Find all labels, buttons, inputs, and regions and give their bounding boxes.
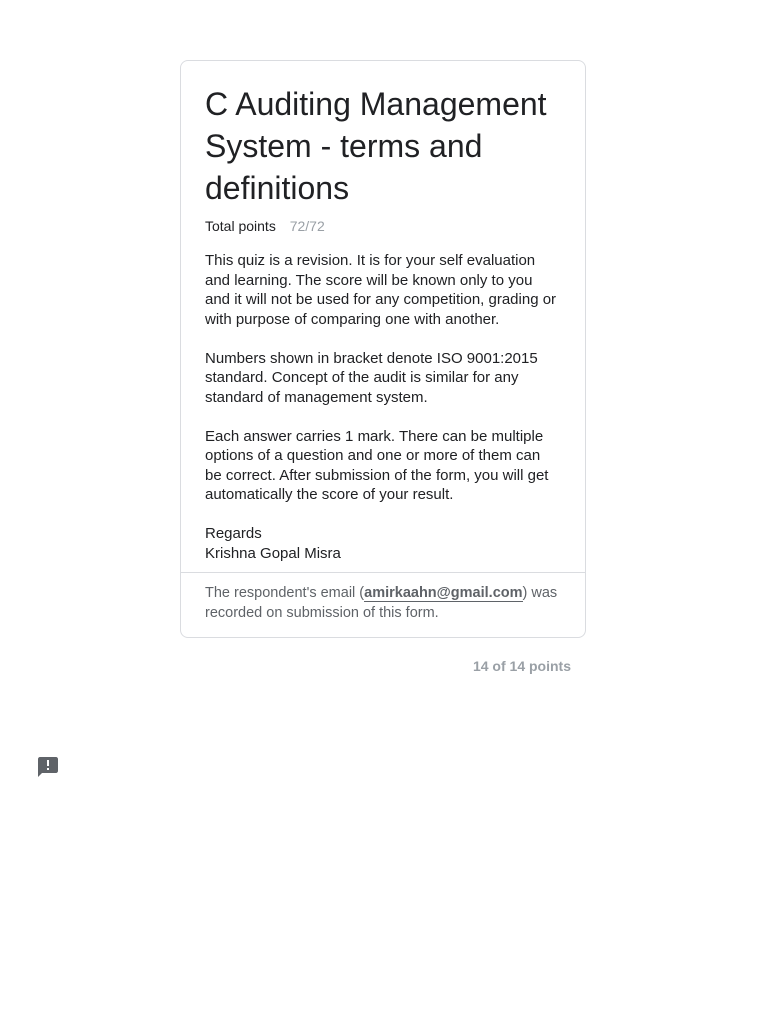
form-title: C Auditing Management System - terms and definitions (205, 86, 547, 206)
total-points-row (205, 217, 561, 235)
form-description (205, 251, 561, 563)
card-divider (181, 572, 585, 573)
description-paragraph-1: This quiz is a revision. It is for your self evaluation and learning. The score will be known only to you and it will not be used for any competition, grading or with purpose of comparing one with another. (205, 252, 557, 328)
report-problem-button[interactable] (36, 755, 60, 779)
form-header-body (181, 61, 585, 563)
respondent-email-link[interactable]: amirkaahn@gmail.com (364, 585, 523, 601)
respondent-email-note (205, 583, 561, 623)
form-header-card (180, 60, 586, 638)
total-points-label: Total points (205, 218, 276, 234)
email-note-prefix: The respondent's email ( (205, 585, 365, 601)
report-problem-icon (36, 755, 60, 779)
total-points-value: 72/72 (289, 218, 325, 234)
description-paragraph-3: Each answer carries 1 mark. There can be multiple options of a question and one or more of them can be correct. After submission of the form, you will get automatically the score of your result. (205, 427, 549, 503)
section-score-summary: 14 of 14 points (472, 658, 571, 674)
description-sign-off (205, 524, 561, 563)
email-note-suffix: ) was recorded on submission of this form. (205, 585, 558, 621)
author-name: Krishna Gopal Misra (205, 544, 341, 562)
regards-text: Regards (205, 525, 262, 542)
description-paragraph-2: Numbers shown in bracket denote ISO 9001:2015 standard. Concept of the audit is similar for any standard of management system. (205, 349, 538, 406)
